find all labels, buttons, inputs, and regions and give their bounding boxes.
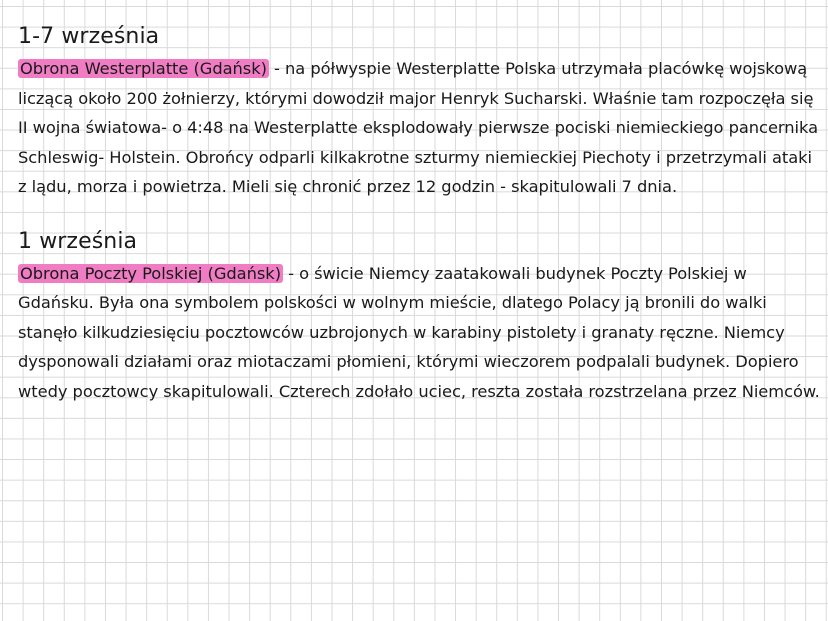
section-paragraph bbox=[18, 54, 824, 202]
paragraph-text: - na półwyspie Westerplatte Polska utrzymała placówkę wojskową liczącą około 200 żołnierzy, którymi dowodził major Henryk Sucharski. Właśnie tam rozpoczęła się II wojna światowa- o 4:48 na Westerplatte eksplodowały pierwsze pociski niemieckiego pancernika Schleswig- Holstein. Obrońcy odparli kilkakrotne szturmy niemieckiej Piechoty i przetrzymali ataki z lądu, morza i powietrza. Mieli się chronić przez 12 godzin - skapitulowali 7 dnia. bbox=[18, 59, 819, 196]
highlighted-title: Obrona Westerplatte (Gdańsk) bbox=[20, 59, 267, 78]
highlighted-title: Obrona Poczty Polskiej (Gdańsk) bbox=[20, 263, 281, 283]
section-westerplatte bbox=[18, 20, 824, 202]
section-heading-date: 1-7 września bbox=[18, 24, 160, 49]
section-paragraph bbox=[18, 259, 824, 407]
note-page bbox=[18, 20, 824, 406]
paragraph-text: - o świcie Niemcy zaatakowali budynek Poczty Polskiej w Gdańsku. Była ona symbolem polskości w wolnym mieście, dlatego Polacy ją bronili do walki stanęło kilkudziesięciu pocztowców uzbrojonych w karabiny pistolety i granaty ręczne. Niemcy dysponowali działami oraz miotaczami płomieni, którymi wieczorem podpalali budynek. Dopiero wtedy pocztowcy skapitulowali. Czterech zdołało uciec, reszta została rozstrzelana przez Niemców. bbox=[18, 263, 820, 401]
section-heading-date: 1 września bbox=[18, 228, 138, 254]
section-poczta-polska bbox=[18, 225, 824, 407]
